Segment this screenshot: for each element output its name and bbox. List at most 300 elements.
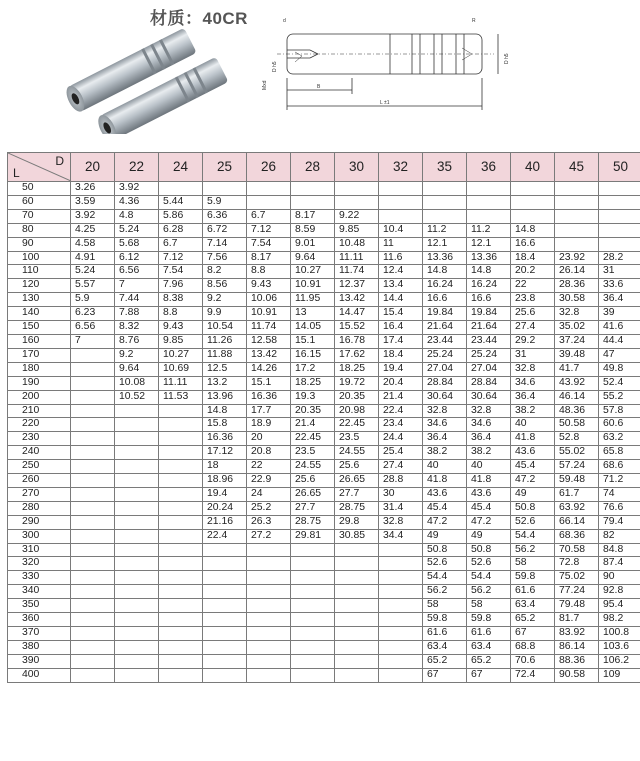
weight-cell: 44.4	[599, 334, 640, 348]
weight-cell: 75.02	[555, 571, 599, 585]
weight-cell: 70.58	[555, 543, 599, 557]
weight-cell: 22	[247, 460, 291, 474]
weight-cell: 65.2	[511, 613, 555, 627]
weight-cell: 12.1	[467, 237, 511, 251]
weight-cell	[291, 668, 335, 682]
weight-cell: 22.9	[247, 474, 291, 488]
weight-cell	[159, 182, 203, 196]
weight-cell: 49	[467, 529, 511, 543]
weight-cell: 3.26	[71, 182, 115, 196]
weight-cell: 68.36	[555, 529, 599, 543]
weight-cell: 18.4	[379, 348, 423, 362]
weight-cell	[335, 640, 379, 654]
weight-cell: 5.24	[71, 265, 115, 279]
weight-cell	[599, 195, 640, 209]
weight-cell: 25.6	[335, 460, 379, 474]
weight-cell	[115, 557, 159, 571]
weight-cell	[115, 613, 159, 627]
weight-cell: 11.2	[467, 223, 511, 237]
weight-cell: 11.6	[379, 251, 423, 265]
weight-cell: 5.9	[203, 195, 247, 209]
weight-cell	[335, 195, 379, 209]
weight-cell: 9.2	[115, 348, 159, 362]
weight-cell: 19.72	[335, 376, 379, 390]
weight-cell: 15.1	[291, 334, 335, 348]
weight-cell: 76.6	[599, 501, 640, 515]
weight-cell	[291, 557, 335, 571]
weight-cell	[335, 543, 379, 557]
weight-cell: 65.2	[423, 654, 467, 668]
weight-cell	[291, 627, 335, 641]
weight-cell: 19.84	[423, 307, 467, 321]
weight-cell: 13.42	[335, 293, 379, 307]
weight-cell	[115, 543, 159, 557]
weight-cell: 72.8	[555, 557, 599, 571]
weight-cell: 66.14	[555, 515, 599, 529]
weight-cell: 14.8	[203, 404, 247, 418]
weight-cell: 6.12	[115, 251, 159, 265]
weight-cell	[115, 487, 159, 501]
weight-cell: 50.8	[423, 543, 467, 557]
weight-cell: 12.1	[423, 237, 467, 251]
weight-cell: 45.4	[467, 501, 511, 515]
weight-cell: 21.16	[203, 515, 247, 529]
weight-cell: 67	[467, 668, 511, 682]
row-length-cell: 380	[8, 640, 71, 654]
weight-cell: 11.74	[247, 321, 291, 335]
weight-cell	[71, 515, 115, 529]
weight-cell	[291, 654, 335, 668]
row-length-cell: 130	[8, 293, 71, 307]
weight-cell: 25.24	[423, 348, 467, 362]
column-header: 45	[555, 153, 599, 182]
weight-cell	[555, 237, 599, 251]
row-length-cell: 350	[8, 599, 71, 613]
row-length-cell: 140	[8, 307, 71, 321]
weight-cell: 43.6	[511, 446, 555, 460]
weight-cell	[71, 418, 115, 432]
weight-cell	[71, 599, 115, 613]
weight-cell: 27.4	[379, 460, 423, 474]
table-row	[8, 543, 640, 557]
weight-cell: 38.2	[467, 446, 511, 460]
weight-cell: 26.65	[291, 487, 335, 501]
weight-cell	[159, 543, 203, 557]
weight-cell: 11	[379, 237, 423, 251]
table-row	[8, 307, 640, 321]
weight-cell: 7.14	[203, 237, 247, 251]
weight-cell	[379, 557, 423, 571]
weight-cell	[203, 571, 247, 585]
row-length-cell: 160	[8, 334, 71, 348]
weight-cell	[247, 543, 291, 557]
weight-cell	[335, 654, 379, 668]
weight-cell: 67	[423, 668, 467, 682]
weight-cell	[203, 585, 247, 599]
row-length-cell: 120	[8, 279, 71, 293]
weight-cell: 31.4	[379, 501, 423, 515]
weight-cell: 7.54	[247, 237, 291, 251]
weight-cell: 13.96	[203, 390, 247, 404]
weight-cell: 36.4	[511, 390, 555, 404]
weight-cell: 7.44	[115, 293, 159, 307]
column-header: 36	[467, 153, 511, 182]
weight-cell: 52.6	[423, 557, 467, 571]
weight-cell: 8.59	[291, 223, 335, 237]
weight-cell: 25.2	[247, 501, 291, 515]
table-row	[8, 557, 640, 571]
table-row	[8, 404, 640, 418]
weight-cell	[159, 515, 203, 529]
weight-cell: 39.48	[555, 348, 599, 362]
weight-cell: 19.3	[291, 390, 335, 404]
weight-cell: 28.2	[599, 251, 640, 265]
weight-cell	[379, 571, 423, 585]
weight-cell: 7.12	[159, 251, 203, 265]
weight-cell	[159, 432, 203, 446]
spec-table	[7, 152, 640, 683]
weight-cell	[71, 432, 115, 446]
weight-cell: 45.4	[511, 460, 555, 474]
weight-cell	[423, 182, 467, 196]
table-row	[8, 376, 640, 390]
table-row	[8, 195, 640, 209]
weight-cell: 41.6	[599, 321, 640, 335]
table-row	[8, 585, 640, 599]
weight-cell: 9.43	[247, 279, 291, 293]
weight-cell: 20	[247, 432, 291, 446]
weight-cell	[511, 182, 555, 196]
weight-cell: 21.64	[467, 321, 511, 335]
weight-cell	[71, 446, 115, 460]
row-length-cell: 210	[8, 404, 71, 418]
weight-cell: 19.4	[203, 487, 247, 501]
row-length-cell: 260	[8, 474, 71, 488]
weight-cell: 16.6	[467, 293, 511, 307]
weight-cell: 52.8	[555, 432, 599, 446]
weight-cell	[291, 585, 335, 599]
weight-cell: 5.9	[71, 293, 115, 307]
weight-cell: 8.38	[159, 293, 203, 307]
row-length-cell: 110	[8, 265, 71, 279]
weight-cell: 19.84	[467, 307, 511, 321]
weight-cell: 8.17	[247, 251, 291, 265]
weight-cell: 27.04	[423, 362, 467, 376]
table-row	[8, 209, 640, 223]
weight-cell	[247, 640, 291, 654]
weight-cell: 50.8	[467, 543, 511, 557]
weight-cell: 29.81	[291, 529, 335, 543]
drawing-label-l: L ±1	[380, 100, 390, 106]
weight-cell	[159, 474, 203, 488]
row-length-cell: 390	[8, 654, 71, 668]
weight-cell: 52.6	[511, 515, 555, 529]
weight-cell	[379, 613, 423, 627]
weight-cell	[379, 585, 423, 599]
weight-cell: 74	[599, 487, 640, 501]
weight-cell: 49	[511, 487, 555, 501]
row-length-cell: 80	[8, 223, 71, 237]
weight-cell	[291, 640, 335, 654]
weight-cell	[379, 209, 423, 223]
weight-cell: 11.74	[335, 265, 379, 279]
weight-cell: 16.4	[379, 321, 423, 335]
row-length-cell: 240	[8, 446, 71, 460]
weight-cell: 15.52	[335, 321, 379, 335]
table-row	[8, 334, 640, 348]
weight-cell: 56.2	[511, 543, 555, 557]
weight-cell: 14.26	[247, 362, 291, 376]
row-length-cell: 330	[8, 571, 71, 585]
weight-cell: 100.8	[599, 627, 640, 641]
weight-cell	[115, 460, 159, 474]
weight-cell	[159, 654, 203, 668]
table-row	[8, 460, 640, 474]
weight-cell	[71, 668, 115, 682]
weight-cell: 36.4	[599, 293, 640, 307]
weight-cell	[71, 362, 115, 376]
weight-cell: 72.4	[511, 668, 555, 682]
weight-cell: 11.11	[159, 376, 203, 390]
weight-cell: 15.1	[247, 376, 291, 390]
weight-cell: 21.4	[291, 418, 335, 432]
weight-cell: 12.37	[335, 279, 379, 293]
weight-cell: 88.36	[555, 654, 599, 668]
weight-cell: 18.25	[335, 362, 379, 376]
weight-cell: 61.6	[511, 585, 555, 599]
weight-cell: 43.6	[467, 487, 511, 501]
weight-cell	[71, 376, 115, 390]
weight-cell: 4.91	[71, 251, 115, 265]
row-length-cell: 170	[8, 348, 71, 362]
corner-label-d: D	[55, 154, 64, 168]
weight-cell: 6.36	[203, 209, 247, 223]
weight-cell	[335, 557, 379, 571]
weight-cell: 90	[599, 571, 640, 585]
weight-cell: 40	[511, 418, 555, 432]
table-row	[8, 390, 640, 404]
weight-cell	[379, 543, 423, 557]
weight-cell: 31	[511, 348, 555, 362]
row-length-cell: 200	[8, 390, 71, 404]
weight-cell: 9.85	[159, 334, 203, 348]
weight-cell	[467, 209, 511, 223]
weight-cell: 7.54	[159, 265, 203, 279]
weight-cell: 24.4	[379, 432, 423, 446]
weight-cell: 109	[599, 668, 640, 682]
table-row	[8, 362, 640, 376]
weight-cell: 8.56	[203, 279, 247, 293]
weight-cell: 36.4	[423, 432, 467, 446]
weight-cell: 17.62	[335, 348, 379, 362]
weight-cell: 58	[423, 599, 467, 613]
weight-cell: 34.4	[379, 529, 423, 543]
weight-cell	[159, 571, 203, 585]
weight-cell: 30.64	[423, 390, 467, 404]
weight-cell: 25.6	[291, 474, 335, 488]
weight-cell: 45.4	[423, 501, 467, 515]
weight-cell: 34.6	[423, 418, 467, 432]
weight-cell	[159, 487, 203, 501]
table-row	[8, 515, 640, 529]
weight-cell	[159, 585, 203, 599]
weight-cell: 47.2	[467, 515, 511, 529]
weight-cell: 26.14	[555, 265, 599, 279]
weight-cell: 6.28	[159, 223, 203, 237]
weight-cell: 5.68	[115, 237, 159, 251]
row-length-cell: 190	[8, 376, 71, 390]
weight-cell: 41.7	[555, 362, 599, 376]
weight-cell: 20.24	[203, 501, 247, 515]
weight-cell	[511, 209, 555, 223]
weight-cell	[71, 543, 115, 557]
weight-cell: 13	[291, 307, 335, 321]
table-row	[8, 668, 640, 682]
row-length-cell: 220	[8, 418, 71, 432]
table-row	[8, 348, 640, 362]
weight-cell	[159, 627, 203, 641]
weight-cell: 49	[423, 529, 467, 543]
weight-cell: 23.5	[291, 446, 335, 460]
weight-cell: 87.4	[599, 557, 640, 571]
weight-cell: 40	[423, 460, 467, 474]
row-length-cell: 90	[8, 237, 71, 251]
weight-cell	[203, 613, 247, 627]
column-header: 26	[247, 153, 291, 182]
column-header: 30	[335, 153, 379, 182]
weight-cell: 22.45	[335, 418, 379, 432]
row-length-cell: 60	[8, 195, 71, 209]
weight-cell: 10.27	[159, 348, 203, 362]
weight-cell: 63.4	[467, 640, 511, 654]
weight-cell: 68.8	[511, 640, 555, 654]
weight-cell: 43.92	[555, 376, 599, 390]
weight-cell: 15.4	[379, 307, 423, 321]
weight-cell: 23.5	[335, 432, 379, 446]
weight-cell: 32.8	[423, 404, 467, 418]
row-length-cell: 400	[8, 668, 71, 682]
table-body	[8, 182, 640, 683]
weight-cell	[115, 404, 159, 418]
weight-cell	[159, 599, 203, 613]
weight-cell: 17.4	[379, 334, 423, 348]
weight-cell: 57.24	[555, 460, 599, 474]
column-header: 50	[599, 153, 640, 182]
weight-cell: 16.36	[247, 390, 291, 404]
weight-cell: 22.4	[379, 404, 423, 418]
weight-cell: 70.6	[511, 654, 555, 668]
row-length-cell: 370	[8, 627, 71, 641]
weight-cell: 13.36	[423, 251, 467, 265]
corner-cell	[8, 153, 71, 182]
weight-cell: 25.24	[467, 348, 511, 362]
weight-cell: 65.2	[467, 654, 511, 668]
weight-cell: 55.2	[599, 390, 640, 404]
weight-cell: 29.8	[335, 515, 379, 529]
weight-cell	[291, 571, 335, 585]
weight-cell	[335, 585, 379, 599]
weight-cell	[291, 182, 335, 196]
weight-cell: 23.92	[555, 251, 599, 265]
weight-cell	[71, 585, 115, 599]
row-length-cell: 180	[8, 362, 71, 376]
weight-cell: 47	[599, 348, 640, 362]
row-length-cell: 300	[8, 529, 71, 543]
weight-cell: 98.2	[599, 613, 640, 627]
weight-cell	[71, 390, 115, 404]
weight-cell	[159, 557, 203, 571]
weight-cell: 10.91	[247, 307, 291, 321]
weight-cell: 20.35	[291, 404, 335, 418]
weight-cell	[247, 195, 291, 209]
weight-cell: 5.57	[71, 279, 115, 293]
weight-cell: 55.02	[555, 446, 599, 460]
weight-cell: 54.4	[467, 571, 511, 585]
weight-cell	[115, 446, 159, 460]
weight-cell: 11.2	[423, 223, 467, 237]
weight-cell	[291, 195, 335, 209]
weight-cell: 8.8	[159, 307, 203, 321]
weight-cell: 61.6	[467, 627, 511, 641]
weight-cell	[599, 182, 640, 196]
weight-cell: 59.48	[555, 474, 599, 488]
weight-cell: 67	[511, 627, 555, 641]
weight-cell: 43.6	[423, 487, 467, 501]
weight-cell: 6.7	[247, 209, 291, 223]
weight-cell: 16.15	[291, 348, 335, 362]
weight-cell	[599, 223, 640, 237]
column-header: 40	[511, 153, 555, 182]
row-length-cell: 360	[8, 613, 71, 627]
weight-cell: 13.4	[379, 279, 423, 293]
weight-cell: 95.4	[599, 599, 640, 613]
weight-cell: 48.36	[555, 404, 599, 418]
weight-cell: 14.8	[467, 265, 511, 279]
weight-cell	[467, 182, 511, 196]
weight-cell: 10.06	[247, 293, 291, 307]
weight-cell: 58	[511, 557, 555, 571]
weight-cell	[71, 487, 115, 501]
weight-cell	[71, 613, 115, 627]
weight-cell: 13.42	[247, 348, 291, 362]
weight-cell: 32.8	[511, 362, 555, 376]
weight-cell	[71, 654, 115, 668]
weight-cell: 3.92	[115, 182, 159, 196]
weight-cell	[115, 599, 159, 613]
weight-cell: 27.4	[511, 321, 555, 335]
weight-cell	[247, 571, 291, 585]
weight-cell	[203, 640, 247, 654]
weight-cell: 30.58	[555, 293, 599, 307]
weight-cell: 41.8	[511, 432, 555, 446]
table-row	[8, 599, 640, 613]
weight-cell: 20.98	[335, 404, 379, 418]
weight-cell: 24.55	[335, 446, 379, 460]
column-header: 22	[115, 153, 159, 182]
weight-cell: 79.4	[599, 515, 640, 529]
weight-cell	[247, 654, 291, 668]
weight-cell: 54.4	[423, 571, 467, 585]
weight-cell: 27.04	[467, 362, 511, 376]
table-row	[8, 321, 640, 335]
weight-cell	[159, 418, 203, 432]
weight-cell: 5.24	[115, 223, 159, 237]
weight-cell	[71, 474, 115, 488]
weight-cell: 32.8	[555, 307, 599, 321]
weight-cell: 71.2	[599, 474, 640, 488]
weight-cell: 24.55	[291, 460, 335, 474]
weight-cell: 10.69	[159, 362, 203, 376]
